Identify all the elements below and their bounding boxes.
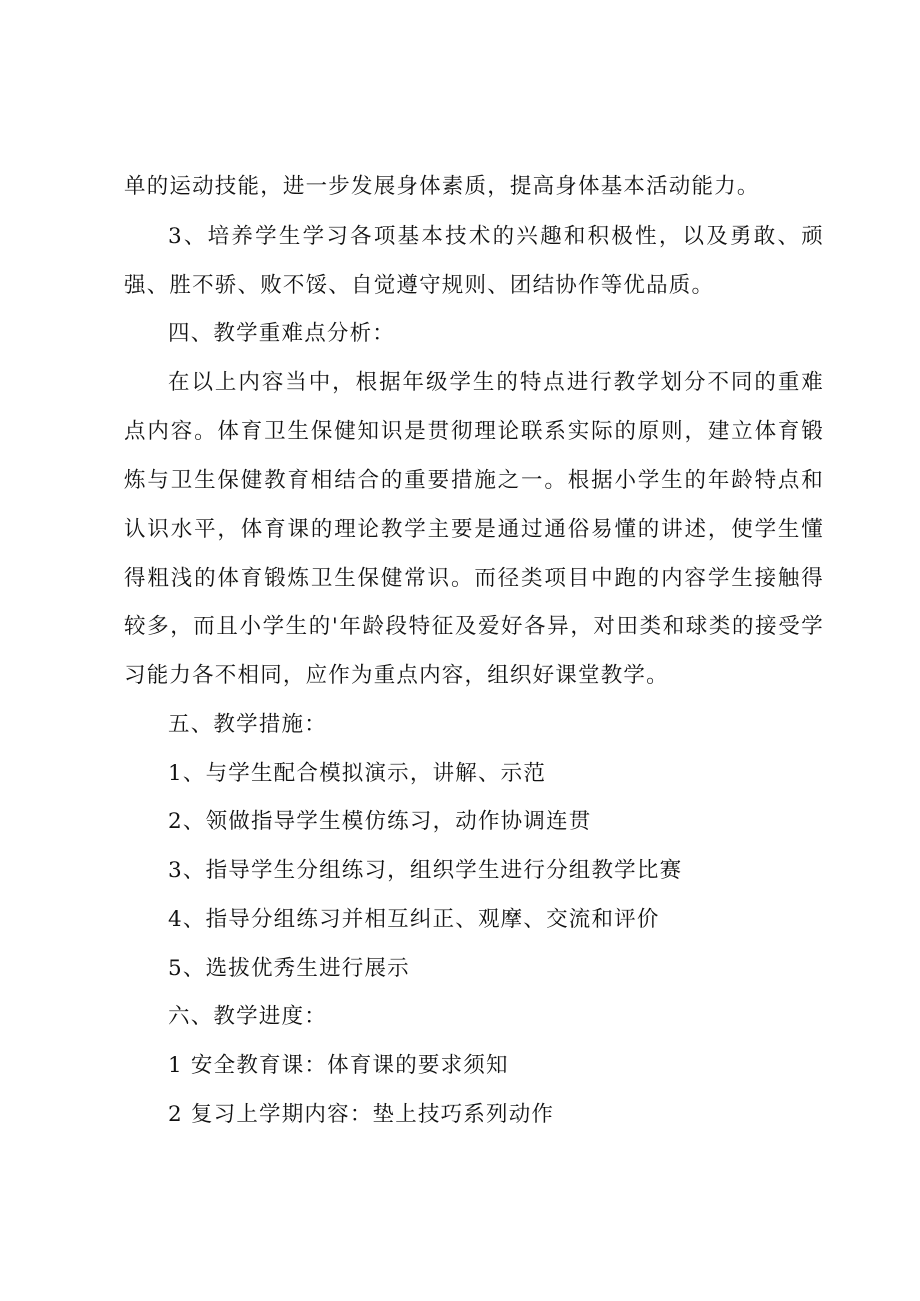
list-item: 4、指导分组练习并相互纠正、观摩、交流和评价 [168, 907, 660, 932]
paragraph-line: 得粗浅的体育锻炼卫生保健常识。而径类项目中跑的内容学生接触得 [124, 566, 824, 591]
list-item: 3、指导学生分组练习，组织学生进行分组教学比赛 [168, 858, 683, 883]
paragraph-line: 在以上内容当中，根据年级学生的特点进行教学划分不同的重难 [168, 370, 824, 395]
paragraph-line: 炼与卫生保健教育相结合的重要措施之一。根据小学生的年龄特点和 [124, 468, 824, 493]
paragraph-line: 较多，而且小学生的'年龄段特征及爱好各异，对田类和球类的接受学 [124, 614, 824, 639]
list-item: 1、与学生配合模拟演示，讲解、示范 [168, 761, 547, 786]
paragraph-line: 认识水平，体育课的理论教学主要是通过通俗易懂的讲述，使学生懂 [124, 517, 824, 542]
paragraph-line: 强、胜不骄、败不馁、自觉遵守规则、团结协作等优品质。 [124, 273, 715, 298]
paragraph-line: 点内容。体育卫生保健知识是贯彻理论联系实际的原则，建立体育锻 [124, 419, 824, 444]
paragraph-line: 3、培养学生学习各项基本技术的兴趣和积极性，以及勇敢、顽 [168, 224, 824, 249]
list-item: 5、选拔优秀生进行展示 [168, 956, 410, 981]
list-item: 2、领做指导学生模仿练习，动作协调连贯 [168, 809, 592, 834]
paragraph-line: 习能力各不相同，应作为重点内容，组织好课堂教学。 [124, 663, 669, 688]
section-heading-measures: 五、教学措施： [168, 712, 327, 737]
list-item: 1 安全教育课：体育课的要求须知 [168, 1053, 509, 1078]
section-heading-key-points: 四、教学重难点分析： [168, 321, 396, 346]
list-item: 2 复习上学期内容：垫上技巧系列动作 [168, 1102, 555, 1127]
paragraph-line: 单的运动技能，进一步发展身体素质，提高身体基本活动能力。 [124, 174, 760, 199]
section-heading-progress: 六、教学进度： [168, 1004, 327, 1029]
